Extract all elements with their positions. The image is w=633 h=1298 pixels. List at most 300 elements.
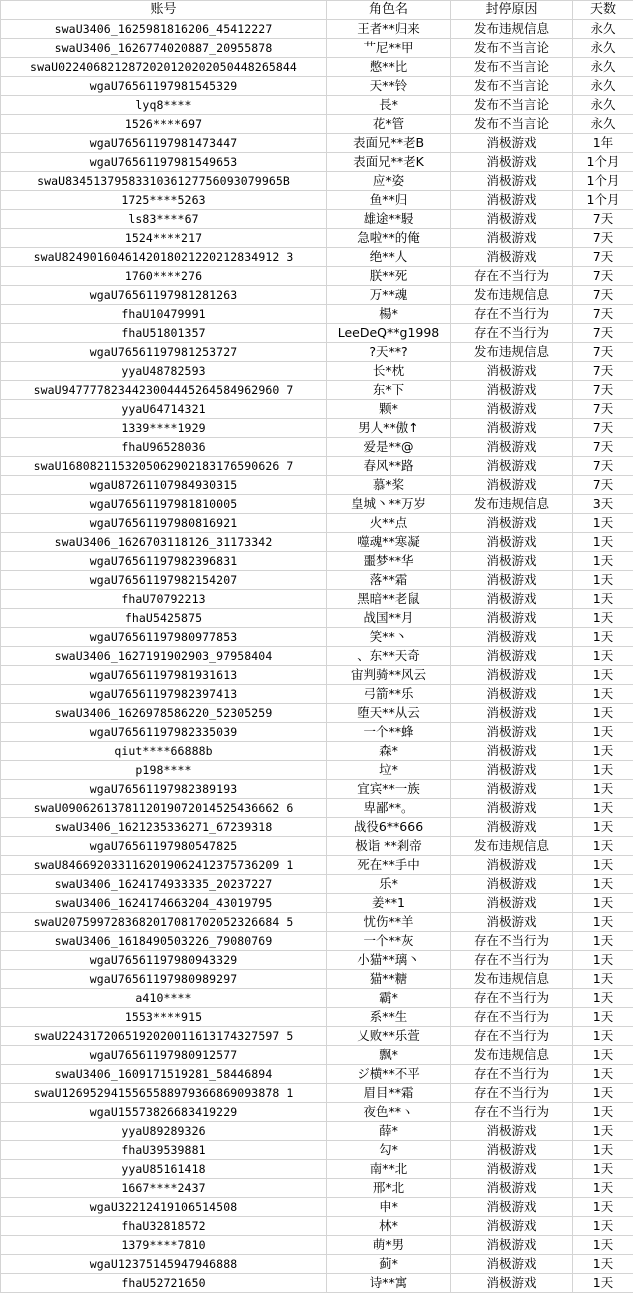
ban-reason-cell[interactable]: 存在不当行为 xyxy=(451,267,573,286)
role-name-cell[interactable]: 邢*北 xyxy=(327,1179,451,1198)
role-name-cell[interactable]: 宙判骑**风云 xyxy=(327,666,451,685)
role-name-cell[interactable]: 眉目**霜 xyxy=(327,1084,451,1103)
days-cell[interactable]: 1天 xyxy=(573,1217,633,1236)
ban-reason-cell[interactable]: 消极游戏 xyxy=(451,457,573,476)
role-name-cell[interactable]: 黑暗**老鼠 xyxy=(327,590,451,609)
ban-reason-cell[interactable]: 存在不当行为 xyxy=(451,1065,573,1084)
role-name-cell[interactable]: 噬魂**寒凝 xyxy=(327,533,451,552)
ban-reason-cell[interactable]: 存在不当行为 xyxy=(451,989,573,1008)
account-cell[interactable]: wgaU76561197980816921 xyxy=(1,514,327,533)
days-cell[interactable]: 7天 xyxy=(573,305,633,324)
account-cell[interactable]: yyaU85161418 xyxy=(1,1160,327,1179)
table-row xyxy=(1,1217,633,1236)
account-cell[interactable]: swaU3406_1625981816206_45412227 xyxy=(1,20,327,39)
role-name-cell[interactable]: 长*枕 xyxy=(327,362,451,381)
ban-reason-cell[interactable]: 发布不当言论 xyxy=(451,77,573,96)
account-cell[interactable]: wgaU76561197982335039 xyxy=(1,723,327,742)
account-cell[interactable]: wgaU76561197980547825 xyxy=(1,837,327,856)
days-cell[interactable]: 1天 xyxy=(573,666,633,685)
days-cell[interactable]: 1天 xyxy=(573,837,633,856)
ban-reason-cell[interactable]: 消极游戏 xyxy=(451,666,573,685)
role-name-cell[interactable]: 姜**1 xyxy=(327,894,451,913)
header-row xyxy=(1,1,633,20)
table-row xyxy=(1,343,633,362)
role-name-cell[interactable]: 林* xyxy=(327,1217,451,1236)
days-cell[interactable]: 永久 xyxy=(573,77,633,96)
days-cell[interactable]: 1天 xyxy=(573,533,633,552)
account-cell[interactable]: swaU3406_1618490503226_79080769 xyxy=(1,932,327,951)
days-cell[interactable]: 永久 xyxy=(573,39,633,58)
ban-reason-cell[interactable]: 消极游戏 xyxy=(451,590,573,609)
account-cell[interactable]: wgaU76561197981473447 xyxy=(1,134,327,153)
ban-reason-cell[interactable]: 消极游戏 xyxy=(451,571,573,590)
role-name-cell[interactable]: 慕*桨 xyxy=(327,476,451,495)
account-cell[interactable]: fhaU10479991 xyxy=(1,305,327,324)
ban-reason-cell[interactable]: 消极游戏 xyxy=(451,1255,573,1274)
role-name-cell[interactable]: 朕**死 xyxy=(327,267,451,286)
days-cell[interactable]: 永久 xyxy=(573,96,633,115)
role-name-cell[interactable]: 宜宾**一族 xyxy=(327,780,451,799)
days-cell[interactable]: 7天 xyxy=(573,210,633,229)
role-name-cell[interactable]: 火**点 xyxy=(327,514,451,533)
role-name-cell[interactable]: 天**铃 xyxy=(327,77,451,96)
account-cell[interactable]: fhaU70792213 xyxy=(1,590,327,609)
role-name-cell[interactable]: 乐* xyxy=(327,875,451,894)
account-cell[interactable]: 1725****5263 xyxy=(1,191,327,210)
table-row xyxy=(1,514,633,533)
role-name-cell[interactable]: 長* xyxy=(327,96,451,115)
account-cell[interactable]: wgaU76561197981253727 xyxy=(1,343,327,362)
account-cell[interactable]: swaU3406_1626978586220_52305259 xyxy=(1,704,327,723)
days-cell[interactable]: 1个月 xyxy=(573,172,633,191)
header-role-name[interactable]: 角色名 xyxy=(327,1,451,20)
account-cell[interactable]: wgaU76561197982154207 xyxy=(1,571,327,590)
ban-reason-cell[interactable]: 存在不当行为 xyxy=(451,324,573,343)
ban-reason-cell[interactable]: 消极游戏 xyxy=(451,533,573,552)
account-cell[interactable]: wgaU76561197981281263 xyxy=(1,286,327,305)
account-cell[interactable]: wgaU32212419106514508 xyxy=(1,1198,327,1217)
account-cell[interactable]: 1339****1929 xyxy=(1,419,327,438)
account-cell[interactable]: swaU3406_1626703118126_31173342 xyxy=(1,533,327,552)
ban-reason-cell[interactable]: 消极游戏 xyxy=(451,229,573,248)
days-cell[interactable]: 1天 xyxy=(573,1198,633,1217)
table-row xyxy=(1,172,633,191)
ban-reason-cell[interactable]: 存在不当行为 xyxy=(451,951,573,970)
table-row xyxy=(1,267,633,286)
days-cell[interactable]: 1天 xyxy=(573,609,633,628)
ban-reason-cell[interactable]: 存在不当行为 xyxy=(451,1008,573,1027)
ban-reason-cell[interactable]: 消极游戏 xyxy=(451,1122,573,1141)
ban-reason-cell[interactable]: 发布违规信息 xyxy=(451,1046,573,1065)
account-cell[interactable]: 1526****697 xyxy=(1,115,327,134)
role-name-cell[interactable]: 颗* xyxy=(327,400,451,419)
account-cell[interactable]: fhaU52721650 xyxy=(1,1274,327,1293)
ban-reason-cell[interactable]: 消极游戏 xyxy=(451,153,573,172)
days-cell[interactable]: 7天 xyxy=(573,248,633,267)
table-row xyxy=(1,39,633,58)
account-cell[interactable]: yyaU48782593 xyxy=(1,362,327,381)
days-cell[interactable]: 1天 xyxy=(573,742,633,761)
ban-reason-cell[interactable]: 消极游戏 xyxy=(451,913,573,932)
account-cell[interactable]: wgaU12375145947946888 xyxy=(1,1255,327,1274)
account-cell[interactable]: wgaU76561197981545329 xyxy=(1,77,327,96)
account-cell[interactable]: 1667****2437 xyxy=(1,1179,327,1198)
days-cell[interactable]: 1天 xyxy=(573,1160,633,1179)
role-name-cell[interactable]: 极诣 **剎帝 xyxy=(327,837,451,856)
account-cell[interactable]: 1379****7810 xyxy=(1,1236,327,1255)
role-name-cell[interactable]: 急啦**的俺 xyxy=(327,229,451,248)
table-row xyxy=(1,1008,633,1027)
role-name-cell[interactable]: 一个**蜂 xyxy=(327,723,451,742)
ban-reason-cell[interactable]: 消极游戏 xyxy=(451,1198,573,1217)
account-cell[interactable]: 1760****276 xyxy=(1,267,327,286)
ban-reason-cell[interactable]: 消极游戏 xyxy=(451,875,573,894)
role-name-cell[interactable]: 表面兄**老K xyxy=(327,153,451,172)
account-cell[interactable]: swaU3406_1624174663204_43019795 xyxy=(1,894,327,913)
account-cell[interactable]: swaU1269529415565588979366869093878 1 xyxy=(1,1084,327,1103)
role-name-cell[interactable]: 飘* xyxy=(327,1046,451,1065)
role-name-cell[interactable]: 申* xyxy=(327,1198,451,1217)
account-cell[interactable]: swaU2243172065192020011613174327597 5 xyxy=(1,1027,327,1046)
ban-reason-cell[interactable]: 消极游戏 xyxy=(451,438,573,457)
ban-reason-cell[interactable]: 消极游戏 xyxy=(451,1217,573,1236)
ban-reason-cell[interactable]: 发布违规信息 xyxy=(451,970,573,989)
ban-reason-cell[interactable]: 消极游戏 xyxy=(451,628,573,647)
ban-reason-cell[interactable]: 消极游戏 xyxy=(451,381,573,400)
ban-reason-cell[interactable]: 发布违规信息 xyxy=(451,495,573,514)
role-name-cell[interactable]: 系**生 xyxy=(327,1008,451,1027)
ban-reason-cell[interactable]: 消极游戏 xyxy=(451,647,573,666)
role-name-cell[interactable]: 诗**寓 xyxy=(327,1274,451,1293)
account-cell[interactable]: wgaU76561197982389193 xyxy=(1,780,327,799)
ban-reason-cell[interactable]: 消极游戏 xyxy=(451,609,573,628)
role-name-cell[interactable]: 南**北 xyxy=(327,1160,451,1179)
role-name-cell[interactable]: 死在**手中 xyxy=(327,856,451,875)
days-cell[interactable]: 7天 xyxy=(573,438,633,457)
role-name-cell[interactable]: 春风**路 xyxy=(327,457,451,476)
account-cell[interactable]: fhaU51801357 xyxy=(1,324,327,343)
ban-reason-cell[interactable]: 消极游戏 xyxy=(451,704,573,723)
header-account[interactable]: 账号 xyxy=(1,1,327,20)
account-cell[interactable]: wgaU76561197980977853 xyxy=(1,628,327,647)
account-cell[interactable]: swaU1680821153205062902183176590626 7 xyxy=(1,457,327,476)
days-cell[interactable]: 7天 xyxy=(573,229,633,248)
ban-reason-cell[interactable]: 消极游戏 xyxy=(451,1179,573,1198)
ban-reason-cell[interactable]: 发布不当言论 xyxy=(451,58,573,77)
table-row xyxy=(1,20,633,39)
role-name-cell[interactable]: 表面兄**老B xyxy=(327,134,451,153)
days-cell[interactable]: 1天 xyxy=(573,1255,633,1274)
table-row xyxy=(1,1274,633,1293)
role-name-cell[interactable]: 猫**糖 xyxy=(327,970,451,989)
ban-reason-cell[interactable]: 消极游戏 xyxy=(451,362,573,381)
role-name-cell[interactable]: 夜色**ヽ xyxy=(327,1103,451,1122)
account-cell[interactable]: swaU3406_1621235336271_67239318 xyxy=(1,818,327,837)
table-row xyxy=(1,438,633,457)
ban-reason-cell[interactable]: 消极游戏 xyxy=(451,134,573,153)
role-name-cell[interactable]: 鱼**归 xyxy=(327,191,451,210)
table-row xyxy=(1,552,633,571)
account-cell[interactable]: fhaU5425875 xyxy=(1,609,327,628)
days-cell[interactable]: 7天 xyxy=(573,324,633,343)
ban-reason-cell[interactable]: 消极游戏 xyxy=(451,761,573,780)
ban-reason-cell[interactable]: 消极游戏 xyxy=(451,1274,573,1293)
days-cell[interactable]: 1天 xyxy=(573,647,633,666)
ban-reason-cell[interactable]: 存在不当行为 xyxy=(451,1084,573,1103)
table-row xyxy=(1,58,633,77)
days-cell[interactable]: 1个月 xyxy=(573,153,633,172)
days-cell[interactable]: 1天 xyxy=(573,552,633,571)
days-cell[interactable]: 1天 xyxy=(573,780,633,799)
role-name-cell[interactable]: 应*姿 xyxy=(327,172,451,191)
account-cell[interactable]: a410**** xyxy=(1,989,327,1008)
ban-reason-cell[interactable]: 消极游戏 xyxy=(451,476,573,495)
ban-reason-cell[interactable]: 发布违规信息 xyxy=(451,343,573,362)
role-name-cell[interactable]: ?天**? xyxy=(327,343,451,362)
role-name-cell[interactable]: 弓箭**乐 xyxy=(327,685,451,704)
days-cell[interactable]: 1天 xyxy=(573,1122,633,1141)
days-cell[interactable]: 1天 xyxy=(573,1179,633,1198)
ban-reason-cell[interactable]: 消极游戏 xyxy=(451,419,573,438)
account-cell[interactable]: swaU3406_1626774020887_20955878 xyxy=(1,39,327,58)
days-cell[interactable]: 1天 xyxy=(573,1046,633,1065)
role-name-cell[interactable]: 乂败**乐萱 xyxy=(327,1027,451,1046)
days-cell[interactable]: 1天 xyxy=(573,894,633,913)
role-name-cell[interactable]: 落**霜 xyxy=(327,571,451,590)
days-cell[interactable]: 永久 xyxy=(573,115,633,134)
table-row xyxy=(1,1255,633,1274)
days-cell[interactable]: 1天 xyxy=(573,1103,633,1122)
table-row xyxy=(1,419,633,438)
role-name-cell[interactable]: 薛* xyxy=(327,1122,451,1141)
days-cell[interactable]: 3天 xyxy=(573,495,633,514)
ban-reason-cell[interactable]: 消极游戏 xyxy=(451,780,573,799)
ban-reason-cell[interactable]: 存在不当行为 xyxy=(451,932,573,951)
days-cell[interactable]: 7天 xyxy=(573,343,633,362)
ban-reason-cell[interactable]: 存在不当行为 xyxy=(451,1027,573,1046)
account-cell[interactable]: wgaU76561197981810005 xyxy=(1,495,327,514)
account-cell[interactable]: fhaU96528036 xyxy=(1,438,327,457)
role-name-cell[interactable]: 东*下 xyxy=(327,381,451,400)
account-cell[interactable]: swaU2075997283682017081702052326684 5 xyxy=(1,913,327,932)
days-cell[interactable]: 1天 xyxy=(573,1027,633,1046)
days-cell[interactable]: 1天 xyxy=(573,1141,633,1160)
days-cell[interactable]: 1天 xyxy=(573,818,633,837)
account-cell[interactable]: fhaU32818572 xyxy=(1,1217,327,1236)
role-name-cell[interactable]: ジ横**不平 xyxy=(327,1065,451,1084)
header-ban-reason[interactable]: 封停原因 xyxy=(451,1,573,20)
days-cell[interactable]: 1天 xyxy=(573,913,633,932)
table-row xyxy=(1,875,633,894)
account-cell[interactable]: yyaU64714321 xyxy=(1,400,327,419)
account-cell[interactable]: swaU0224068212872020120202050448265844 xyxy=(1,58,327,77)
role-name-cell[interactable]: 忧伤**羊 xyxy=(327,913,451,932)
role-name-cell[interactable]: 堕天**从云 xyxy=(327,704,451,723)
role-name-cell[interactable]: 战役6**666 xyxy=(327,818,451,837)
account-cell[interactable]: wgaU76561197982397413 xyxy=(1,685,327,704)
days-cell[interactable]: 1天 xyxy=(573,628,633,647)
ban-reason-cell[interactable]: 消极游戏 xyxy=(451,1236,573,1255)
days-cell[interactable]: 1天 xyxy=(573,514,633,533)
role-name-cell[interactable]: 万**魂 xyxy=(327,286,451,305)
role-name-cell[interactable]: 男人**傲↑ xyxy=(327,419,451,438)
account-cell[interactable]: wgaU15573826683419229 xyxy=(1,1103,327,1122)
account-cell[interactable]: wgaU76561197980912577 xyxy=(1,1046,327,1065)
days-cell[interactable]: 7天 xyxy=(573,267,633,286)
days-cell[interactable]: 7天 xyxy=(573,457,633,476)
table-row xyxy=(1,894,633,913)
account-cell[interactable]: wgaU76561197980943329 xyxy=(1,951,327,970)
header-days[interactable]: 天数 xyxy=(573,1,633,20)
account-cell[interactable]: swaU3406_1624174933335_20237227 xyxy=(1,875,327,894)
role-name-cell[interactable]: 萌*男 xyxy=(327,1236,451,1255)
account-cell[interactable]: swaU8249016046142018021220212834912 3 xyxy=(1,248,327,267)
role-name-cell[interactable]: 勾* xyxy=(327,1141,451,1160)
role-name-cell[interactable]: 噩梦**华 xyxy=(327,552,451,571)
days-cell[interactable]: 1天 xyxy=(573,951,633,970)
ban-reason-cell[interactable]: 发布不当言论 xyxy=(451,115,573,134)
days-cell[interactable]: 永久 xyxy=(573,20,633,39)
role-name-cell[interactable]: 小猫**璃丶 xyxy=(327,951,451,970)
ban-reason-cell[interactable]: 消极游戏 xyxy=(451,1141,573,1160)
ban-reason-cell[interactable]: 消极游戏 xyxy=(451,723,573,742)
role-name-cell[interactable]: 绝**人 xyxy=(327,248,451,267)
table-row xyxy=(1,381,633,400)
account-cell[interactable]: wgaU76561197980989297 xyxy=(1,970,327,989)
days-cell[interactable]: 1天 xyxy=(573,1008,633,1027)
table-row xyxy=(1,115,633,134)
table-row xyxy=(1,666,633,685)
account-cell[interactable]: swaU3406_1609171519281_58446894 xyxy=(1,1065,327,1084)
days-cell[interactable]: 1天 xyxy=(573,590,633,609)
ban-reason-cell[interactable]: 发布不当言论 xyxy=(451,39,573,58)
days-cell[interactable]: 1天 xyxy=(573,723,633,742)
days-cell[interactable]: 1天 xyxy=(573,1274,633,1293)
days-cell[interactable]: 7天 xyxy=(573,419,633,438)
days-cell[interactable]: 1天 xyxy=(573,761,633,780)
ban-reason-cell[interactable]: 消极游戏 xyxy=(451,552,573,571)
account-cell[interactable]: 1553****915 xyxy=(1,1008,327,1027)
days-cell[interactable]: 1天 xyxy=(573,571,633,590)
table-row xyxy=(1,1141,633,1160)
days-cell[interactable]: 7天 xyxy=(573,362,633,381)
ban-reason-cell[interactable]: 发布违规信息 xyxy=(451,286,573,305)
ban-reason-cell[interactable]: 消极游戏 xyxy=(451,894,573,913)
days-cell[interactable]: 1天 xyxy=(573,856,633,875)
days-cell[interactable]: 1个月 xyxy=(573,191,633,210)
ban-reason-cell[interactable]: 消极游戏 xyxy=(451,685,573,704)
account-cell[interactable]: lyq8**** xyxy=(1,96,327,115)
ban-reason-cell[interactable]: 消极游戏 xyxy=(451,818,573,837)
table-row xyxy=(1,495,633,514)
days-cell[interactable]: 1天 xyxy=(573,685,633,704)
role-name-cell[interactable]: 艹尼**甲 xyxy=(327,39,451,58)
role-name-cell[interactable]: 爱是**@ xyxy=(327,438,451,457)
ban-reason-cell[interactable]: 消极游戏 xyxy=(451,248,573,267)
ban-reason-cell[interactable]: 存在不当行为 xyxy=(451,1103,573,1122)
role-name-cell[interactable]: LeeDeQ**g1998 xyxy=(327,324,451,343)
role-name-cell[interactable]: 蓟* xyxy=(327,1255,451,1274)
days-cell[interactable]: 1天 xyxy=(573,932,633,951)
days-cell[interactable]: 7天 xyxy=(573,286,633,305)
days-cell[interactable]: 1天 xyxy=(573,1084,633,1103)
days-cell[interactable]: 1天 xyxy=(573,989,633,1008)
days-cell[interactable]: 1天 xyxy=(573,875,633,894)
ban-reason-cell[interactable]: 存在不当行为 xyxy=(451,305,573,324)
days-cell[interactable]: 永久 xyxy=(573,58,633,77)
account-cell[interactable]: qiut****66888b xyxy=(1,742,327,761)
account-cell[interactable]: swaU9477778234423004445264584962960 7 xyxy=(1,381,327,400)
ban-reason-cell[interactable]: 消极游戏 xyxy=(451,191,573,210)
account-cell[interactable]: swaU3406_1627191902903_97958404 xyxy=(1,647,327,666)
role-name-cell[interactable]: 、东**天奇 xyxy=(327,647,451,666)
role-name-cell[interactable]: 霸* xyxy=(327,989,451,1008)
account-cell[interactable]: ls83****67 xyxy=(1,210,327,229)
role-name-cell[interactable]: 笑**丶 xyxy=(327,628,451,647)
ban-reason-cell[interactable]: 消极游戏 xyxy=(451,514,573,533)
ban-reason-cell[interactable]: 发布违规信息 xyxy=(451,20,573,39)
table-row xyxy=(1,951,633,970)
account-cell[interactable]: 1524****217 xyxy=(1,229,327,248)
role-name-cell[interactable]: 皇城丶**万岁 xyxy=(327,495,451,514)
table-row xyxy=(1,191,633,210)
ban-reason-cell[interactable]: 发布违规信息 xyxy=(451,837,573,856)
ban-reason-cell[interactable]: 消极游戏 xyxy=(451,856,573,875)
account-cell[interactable]: yyaU89289326 xyxy=(1,1122,327,1141)
table-row xyxy=(1,609,633,628)
days-cell[interactable]: 1天 xyxy=(573,799,633,818)
role-name-cell[interactable]: 憋**比 xyxy=(327,58,451,77)
account-cell[interactable]: swaU8466920331162019062412375736209 1 xyxy=(1,856,327,875)
days-cell[interactable]: 1年 xyxy=(573,134,633,153)
ban-reason-cell[interactable]: 消极游戏 xyxy=(451,799,573,818)
account-cell[interactable]: wgaU76561197982396831 xyxy=(1,552,327,571)
ban-reason-cell[interactable]: 消极游戏 xyxy=(451,742,573,761)
account-cell[interactable]: swaU0906261378112019072014525436662 6 xyxy=(1,799,327,818)
role-name-cell[interactable]: 森* xyxy=(327,742,451,761)
role-name-cell[interactable]: 一个**灰 xyxy=(327,932,451,951)
account-cell[interactable]: p198**** xyxy=(1,761,327,780)
table-row xyxy=(1,286,633,305)
account-cell[interactable]: wgaU76561197981931613 xyxy=(1,666,327,685)
account-cell[interactable]: swaU8345137958331036127756093079965B xyxy=(1,172,327,191)
days-cell[interactable]: 1天 xyxy=(573,1236,633,1255)
role-name-cell[interactable]: 雄途**駸 xyxy=(327,210,451,229)
account-cell[interactable]: wgaU76561197981549653 xyxy=(1,153,327,172)
days-cell[interactable]: 1天 xyxy=(573,704,633,723)
role-name-cell[interactable]: 王者**归来 xyxy=(327,20,451,39)
ban-reason-cell[interactable]: 消极游戏 xyxy=(451,1160,573,1179)
role-name-cell[interactable]: 花*管 xyxy=(327,115,451,134)
role-name-cell[interactable]: 楊* xyxy=(327,305,451,324)
days-cell[interactable]: 7天 xyxy=(573,381,633,400)
days-cell[interactable]: 1天 xyxy=(573,970,633,989)
table-row xyxy=(1,1198,633,1217)
ban-reason-cell[interactable]: 消极游戏 xyxy=(451,400,573,419)
ban-reason-cell[interactable]: 消极游戏 xyxy=(451,210,573,229)
days-cell[interactable]: 1天 xyxy=(573,1065,633,1084)
table-row xyxy=(1,913,633,932)
ban-reason-cell[interactable]: 消极游戏 xyxy=(451,172,573,191)
ban-reason-cell[interactable]: 发布不当言论 xyxy=(451,96,573,115)
days-cell[interactable]: 7天 xyxy=(573,476,633,495)
days-cell[interactable]: 7天 xyxy=(573,400,633,419)
account-cell[interactable]: wgaU87261107984930315 xyxy=(1,476,327,495)
role-name-cell[interactable]: 垃* xyxy=(327,761,451,780)
role-name-cell[interactable]: 卑鄙**。 xyxy=(327,799,451,818)
account-cell[interactable]: fhaU39539881 xyxy=(1,1141,327,1160)
role-name-cell[interactable]: 战国**月 xyxy=(327,609,451,628)
